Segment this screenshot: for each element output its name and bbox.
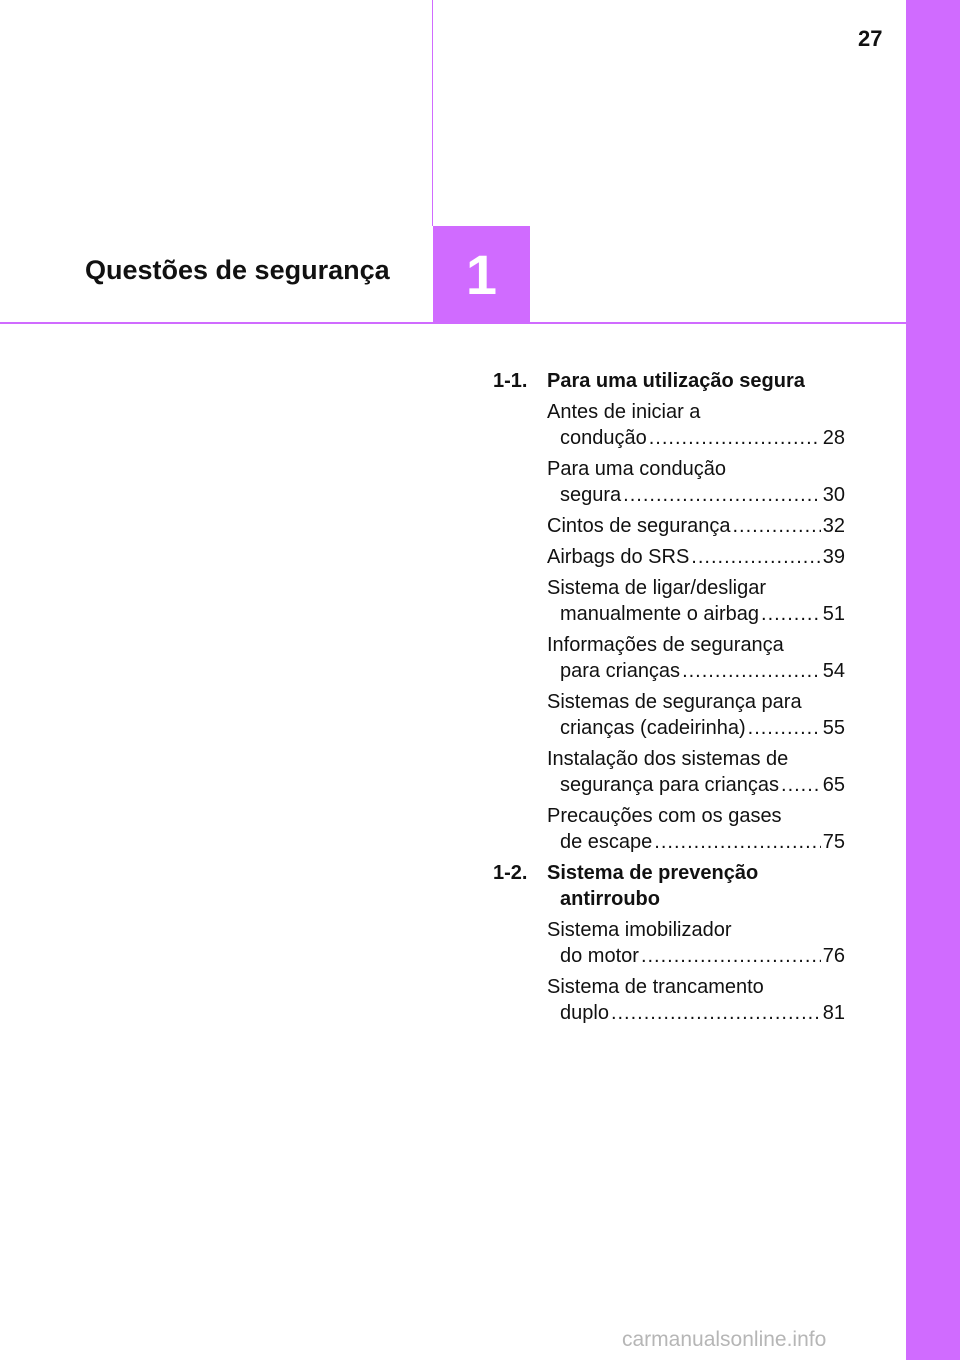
- dot-leader: [654, 829, 820, 855]
- toc-page-ref: 55: [822, 717, 845, 739]
- toc-section-header: [493, 860, 845, 912]
- dot-leader: [781, 772, 821, 798]
- vertical-divider: [432, 0, 433, 226]
- section-title: [547, 368, 845, 394]
- toc-entry[interactable]: [493, 689, 845, 741]
- toc-entry-text: segurança para crianças: [560, 774, 780, 796]
- toc-page-ref: 51: [822, 603, 845, 625]
- toc-entry-text: manualmente o airbag: [560, 603, 760, 625]
- toc-entry-line: Informações de segurança: [547, 634, 784, 656]
- toc-page-ref: 54: [822, 660, 845, 682]
- toc-entry-line: Para uma condução: [547, 458, 727, 480]
- dot-leader: [611, 1000, 821, 1026]
- toc-page-ref: 76: [822, 945, 845, 967]
- chapter-title: Questões de segurança: [85, 255, 390, 285]
- toc-section-header: [493, 368, 845, 394]
- dot-leader: [748, 715, 821, 741]
- toc-entry-text: Cintos de segurança: [547, 515, 731, 537]
- dot-leader: [623, 482, 821, 508]
- dot-leader: [641, 943, 821, 969]
- toc-entry-line: Instalação dos sistemas de: [547, 748, 789, 770]
- toc-entry-line: Sistema de trancamento: [547, 976, 764, 998]
- section-number: 1-2.: [493, 862, 528, 884]
- toc-entry-text: duplo: [560, 1002, 609, 1024]
- toc-entry-line: Antes de iniciar a: [547, 401, 701, 423]
- toc-entry[interactable]: [493, 399, 845, 451]
- toc-entry-line: Sistemas de segurança para: [547, 691, 802, 713]
- toc-entry[interactable]: [493, 575, 845, 627]
- toc-entry-line: Precauções com os gases: [547, 805, 782, 827]
- toc-page-ref: 75: [822, 831, 845, 853]
- toc-page-ref: 28: [822, 427, 845, 449]
- chapter-number: 1: [465, 243, 498, 306]
- toc-entry-text: do motor: [560, 945, 639, 967]
- page-number: 27: [858, 26, 883, 51]
- toc-entry[interactable]: [493, 632, 845, 684]
- section-title-line: antirroubo: [560, 888, 660, 910]
- toc-entry-line: Sistema de ligar/desligar: [547, 577, 766, 599]
- dot-leader: [761, 601, 821, 627]
- section-number: 1-1.: [493, 370, 528, 392]
- toc-entry[interactable]: [493, 917, 845, 969]
- toc-page-ref: 30: [822, 484, 845, 506]
- toc-entry[interactable]: [493, 544, 845, 570]
- toc-entry-text: segura: [560, 484, 622, 506]
- chapter-number-box: [433, 226, 530, 323]
- toc-entry[interactable]: [493, 974, 845, 1026]
- section-title: [547, 860, 845, 912]
- table-of-contents: [493, 368, 845, 1031]
- toc-page-ref: 39: [822, 546, 845, 568]
- toc-entry[interactable]: [493, 803, 845, 855]
- toc-page-ref: 32: [822, 515, 845, 537]
- toc-entry-text: condução: [560, 427, 647, 449]
- chapter-side-tab: [906, 0, 960, 1360]
- toc-entry-text: de escape: [560, 831, 653, 853]
- toc-entry-text: Airbags do SRS: [547, 546, 690, 568]
- dot-leader: [732, 513, 820, 539]
- toc-entry[interactable]: [493, 456, 845, 508]
- toc-entry-text: crianças (cadeirinha): [560, 717, 746, 739]
- section-title-line: Para uma utilização segura: [547, 370, 805, 392]
- dot-leader: [691, 544, 820, 570]
- toc-page-ref: 81: [822, 1002, 845, 1024]
- dot-leader: [682, 658, 821, 684]
- toc-entry[interactable]: [493, 513, 845, 539]
- toc-entry-text: para crianças: [560, 660, 681, 682]
- watermark: carmanualsonline.info: [622, 1328, 827, 1351]
- toc-page-ref: 65: [822, 774, 845, 796]
- dot-leader: [649, 425, 821, 451]
- toc-entry-line: Sistema imobilizador: [547, 919, 732, 941]
- section-title-line: Sistema de prevenção: [547, 862, 759, 884]
- toc-entry[interactable]: [493, 746, 845, 798]
